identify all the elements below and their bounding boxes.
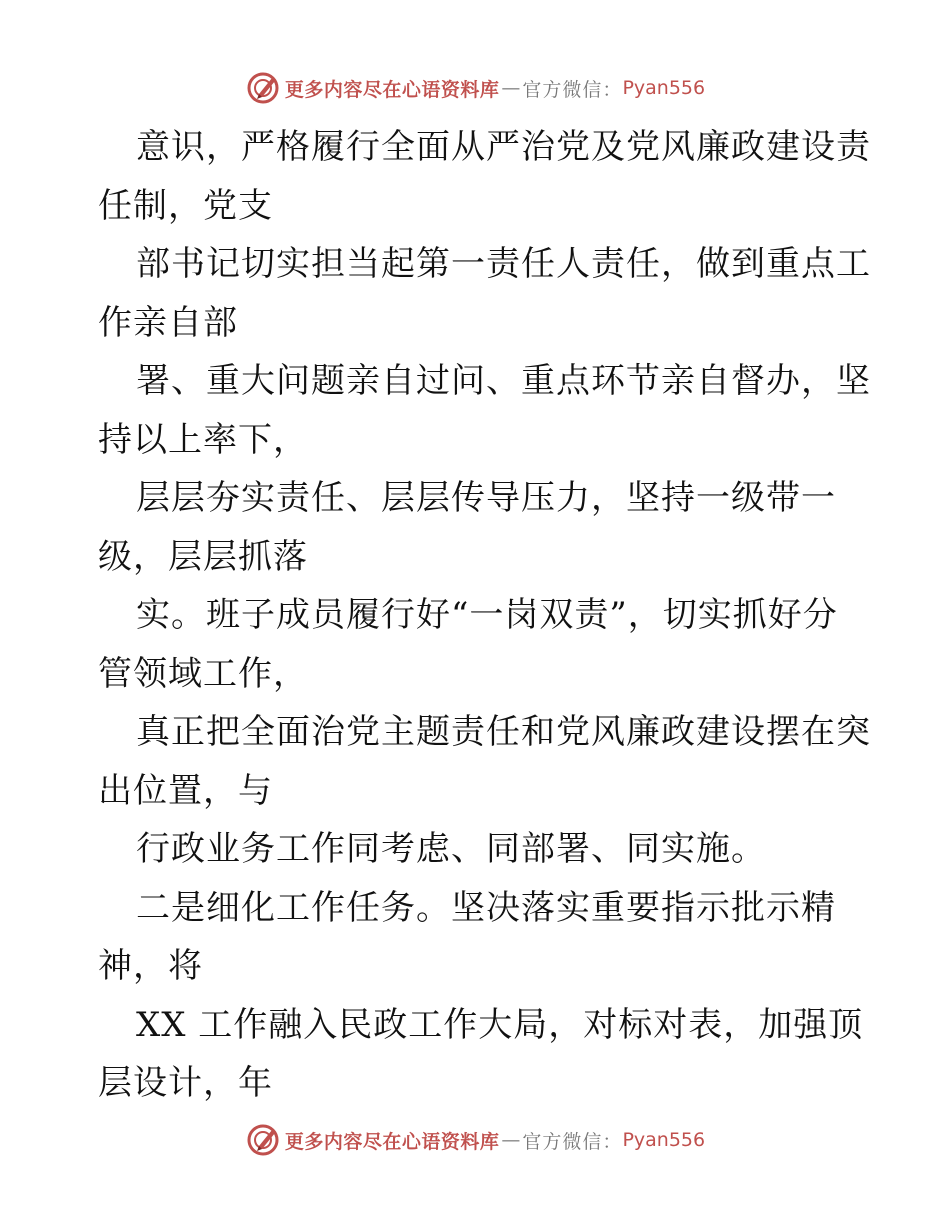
- text-line: 层设计，年: [98, 1063, 273, 1103]
- text-line: 任制，党支: [98, 185, 273, 226]
- document-body: [98, 118, 871, 1113]
- text-line: XX 工作融入民政工作大局，对标对表，加强顶: [136, 1004, 864, 1045]
- watermark-label: 官方微信：: [522, 1130, 623, 1153]
- text-line: 实。班子成员履行好“一岗双责”，切实抓好分: [136, 595, 838, 635]
- text-line: 层层夯实责任、层层传导压力，坚持一级带一: [136, 478, 836, 518]
- text-line: 出位置，与: [98, 770, 273, 811]
- watermark-account: Pyan556: [622, 77, 706, 99]
- watermark-label: 官方微信：: [522, 78, 623, 101]
- text-line: 真正把全面治党主题责任和党风廉政建设摆在突: [136, 712, 871, 752]
- footer-watermark: [0, 1120, 950, 1160]
- header-watermark: [0, 68, 950, 108]
- watermark-account: Pyan556: [622, 1129, 706, 1151]
- text-line: 作亲自部: [98, 302, 238, 343]
- text-line: 二是细化工作任务。坚决落实重要指示批示精: [136, 887, 836, 928]
- watermark-separator: —: [501, 1129, 521, 1151]
- text-line: 署、重大问题亲自过问、重点环节亲自督办，坚: [136, 361, 871, 401]
- watermark-site-text: 更多内容尽在心语资料库: [284, 78, 500, 101]
- text-line: 意识，严格履行全面从严治党及党风廉政建设责: [136, 127, 871, 167]
- text-line: 部书记切实担当起第一责任人责任，做到重点工: [136, 244, 871, 284]
- watermark-site-text: 更多内容尽在心语资料库: [284, 1130, 500, 1153]
- watermark-separator: —: [501, 77, 521, 99]
- text-line: 管领域工作，: [98, 653, 308, 694]
- text-line: 持以上率下，: [98, 419, 308, 460]
- text-line: 神，将: [98, 946, 203, 986]
- text-line: 行政业务工作同考虑、同部署、同实施。: [136, 829, 766, 869]
- text-line: 级，层层抓落: [98, 536, 308, 577]
- pen-logo-icon: [245, 70, 281, 106]
- pen-logo-icon: [245, 1122, 281, 1158]
